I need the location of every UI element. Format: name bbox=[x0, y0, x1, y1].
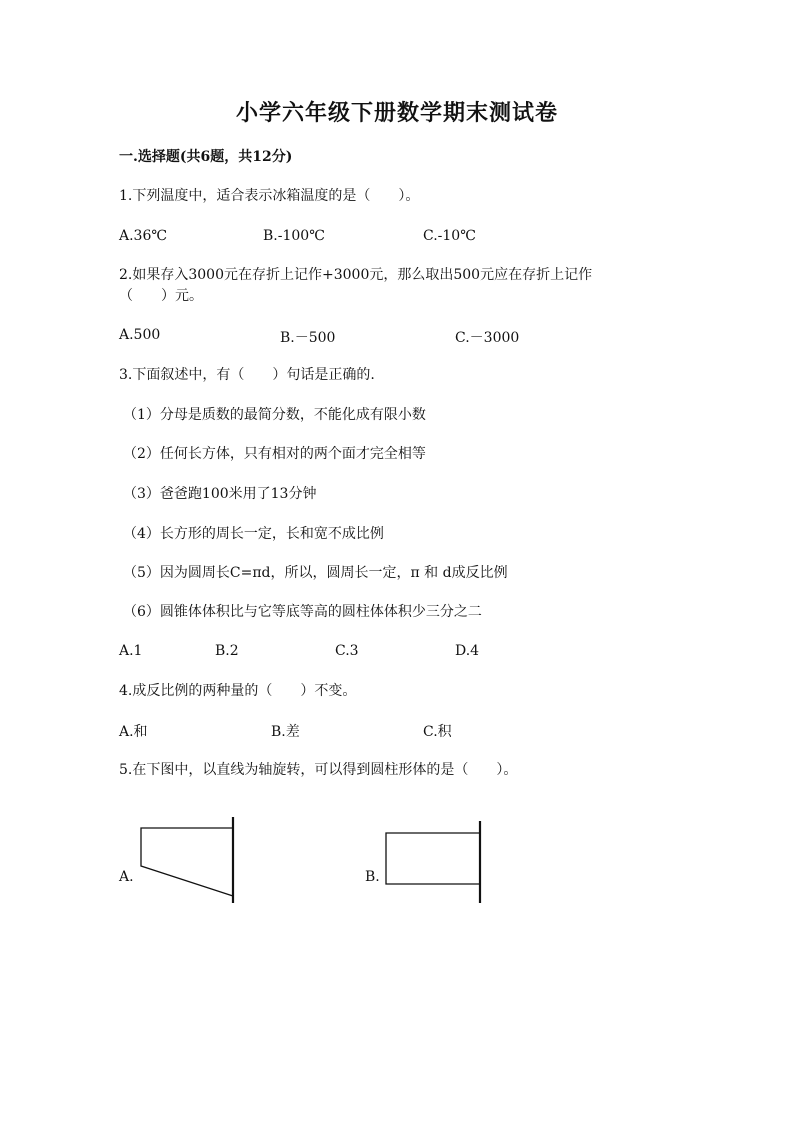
question-1-stem: 1.下列温度中，适合表示冰箱温度的是（ ）。 bbox=[119, 188, 420, 204]
question-5-stem: 5.在下图中，以直线为轴旋转，可以得到圆柱形体的是（ ）。 bbox=[119, 762, 518, 778]
question-3-option-b: B.2 bbox=[215, 643, 239, 659]
question-3-statement-4: （4）长方形的周长一定，长和宽不成比例 bbox=[123, 526, 384, 542]
question-1-option-c: C.-10℃ bbox=[423, 228, 476, 244]
question-3-option-d: D.4 bbox=[455, 643, 480, 659]
figure-b-label: B. bbox=[365, 869, 380, 885]
question-2-stem-continued: （ ）元。 bbox=[119, 288, 203, 304]
question-2-option-b: B.－500 bbox=[280, 330, 336, 346]
question-3-statement-3: （3）爸爸跑100米用了13分钟 bbox=[123, 486, 317, 502]
question-4-option-a: A.和 bbox=[119, 724, 148, 740]
question-3-statement-6: （6）圆锥体体积比与它等底等高的圆柱体体积少三分之二 bbox=[123, 604, 482, 620]
question-3-statement-5: （5）因为圆周长C=πd，所以，圆周长一定，π 和 d成反比例 bbox=[123, 565, 508, 581]
question-2-option-c: C.－3000 bbox=[455, 330, 520, 346]
question-3-stem: 3.下面叙述中，有（ ）句话是正确的. bbox=[119, 367, 375, 383]
question-3-option-c: C.3 bbox=[335, 643, 359, 659]
question-2-option-a: A.500 bbox=[119, 327, 161, 343]
question-4-option-b: B.差 bbox=[271, 724, 300, 740]
question-3-option-a: A.1 bbox=[119, 643, 143, 659]
figure-a-label: A. bbox=[119, 869, 134, 885]
question-3-statement-2: （2）任何长方体，只有相对的两个面才完全相等 bbox=[123, 446, 426, 462]
figure-a-trapezoid bbox=[141, 817, 233, 903]
figure-b-rectangle bbox=[386, 821, 480, 903]
question-1-option-b: B.-100℃ bbox=[263, 228, 325, 244]
question-4-stem: 4.成反比例的两种量的（ ）不变。 bbox=[119, 683, 357, 699]
question-4-option-c: C.积 bbox=[423, 724, 452, 740]
question-3-statement-1: （1）分母是质数的最简分数，不能化成有限小数 bbox=[123, 407, 426, 423]
question-1-option-a: A.36℃ bbox=[119, 228, 168, 244]
section-heading: 一.选择题(共6题，共12分) bbox=[119, 149, 293, 165]
question-2-stem: 2.如果存入3000元在存折上记作+3000元，那么取出500元应在存折上记作 bbox=[119, 267, 593, 283]
page-title: 小学六年级下册数学期末测试卷 bbox=[235, 100, 558, 126]
